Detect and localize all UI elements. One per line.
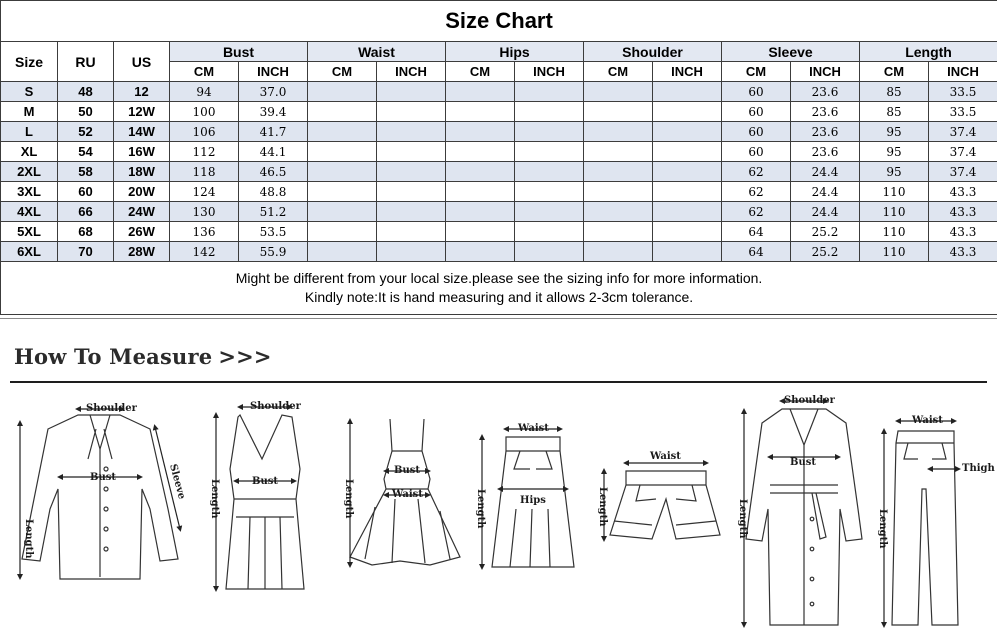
cell-hips-inch (515, 222, 584, 242)
cell-sleeve-cm: 60 (722, 142, 791, 162)
cell-bust-inch: 48.8 (239, 182, 308, 202)
cell-length-cm: 85 (860, 102, 929, 122)
cell-bust-inch: 53.5 (239, 222, 308, 242)
pants-thigh-label: Thigh (962, 463, 996, 474)
cell-bust-inch: 44.1 (239, 142, 308, 162)
cell-hips-cm (446, 102, 515, 122)
cell-length-cm: 85 (860, 82, 929, 102)
cell-us: 16W (114, 142, 170, 162)
chart-title: Size Chart (1, 1, 997, 42)
cell-us: 14W (114, 122, 170, 142)
cell-waist-cm (308, 122, 377, 142)
skirt-length-label: Length (475, 489, 486, 529)
top-illustration (216, 407, 304, 589)
dress-waist-label: Waist (391, 489, 423, 500)
cell-us: 18W (114, 162, 170, 182)
cell-waist-cm (308, 202, 377, 222)
header-waist: Waist (308, 42, 446, 62)
table-row (1, 182, 997, 202)
header-waist-inch: INCH (377, 62, 446, 82)
cell-bust-inch: 41.7 (239, 122, 308, 142)
cell-us: 26W (114, 222, 170, 242)
skirt-waist-label: Waist (517, 423, 549, 434)
cell-size: 6XL (1, 242, 58, 262)
cell-waist-cm (308, 242, 377, 262)
cell-hips-cm (446, 242, 515, 262)
cell-ru: 50 (58, 102, 114, 122)
shorts-illustration (604, 463, 720, 539)
cell-sleeve-inch: 24.4 (791, 182, 860, 202)
cell-size: 4XL (1, 202, 58, 222)
how-to-measure-title-text: How To Measure (14, 344, 212, 369)
cell-shoulder-inch (653, 82, 722, 102)
cell-sleeve-inch: 23.6 (791, 122, 860, 142)
table-row (1, 202, 997, 222)
header-hips-cm: CM (446, 62, 515, 82)
cell-size: M (1, 102, 58, 122)
cell-shoulder-inch (653, 202, 722, 222)
shorts-waist-label: Waist (649, 451, 681, 462)
header-length: Length (860, 42, 997, 62)
table-row (1, 222, 997, 242)
cell-shoulder-cm (584, 222, 653, 242)
cell-hips-inch (515, 202, 584, 222)
cell-sleeve-cm: 64 (722, 242, 791, 262)
cell-ru: 60 (58, 182, 114, 202)
cell-hips-inch (515, 242, 584, 262)
cell-ru: 52 (58, 122, 114, 142)
cell-us: 24W (114, 202, 170, 222)
cell-shoulder-cm (584, 162, 653, 182)
cell-bust-inch: 51.2 (239, 202, 308, 222)
cell-us: 12W (114, 102, 170, 122)
cell-length-inch: 37.4 (929, 142, 997, 162)
cell-bust-cm: 124 (170, 182, 239, 202)
divider (10, 381, 987, 383)
cell-hips-cm (446, 162, 515, 182)
cell-bust-cm: 118 (170, 162, 239, 182)
cell-ru: 68 (58, 222, 114, 242)
header-length-cm: CM (860, 62, 929, 82)
cell-ru: 66 (58, 202, 114, 222)
header-length-inch: INCH (929, 62, 997, 82)
blouse-illustration (20, 409, 180, 579)
cell-sleeve-cm: 64 (722, 222, 791, 242)
header-us: US (114, 42, 170, 82)
cell-sleeve-inch: 23.6 (791, 102, 860, 122)
cell-ru: 48 (58, 82, 114, 102)
cell-shoulder-inch (653, 122, 722, 142)
cell-shoulder-cm (584, 102, 653, 122)
coat-length-label: Length (737, 499, 748, 539)
garment-illustrations (0, 389, 997, 637)
pants-length-label: Length (877, 509, 888, 549)
pants-illustration (884, 421, 958, 625)
top-shoulder-label: Shoulder (250, 401, 302, 412)
cell-waist-inch (377, 162, 446, 182)
cell-waist-cm (308, 82, 377, 102)
header-shoulder-cm: CM (584, 62, 653, 82)
cell-size: S (1, 82, 58, 102)
header-bust: Bust (170, 42, 308, 62)
table-row (1, 242, 997, 262)
cell-sleeve-inch: 24.4 (791, 202, 860, 222)
cell-hips-cm (446, 122, 515, 142)
header-sleeve-inch: INCH (791, 62, 860, 82)
cell-hips-inch (515, 102, 584, 122)
cell-shoulder-inch (653, 102, 722, 122)
cell-bust-inch: 37.0 (239, 82, 308, 102)
header-sleeve-cm: CM (722, 62, 791, 82)
cell-length-inch: 43.3 (929, 222, 997, 242)
cell-length-cm: 110 (860, 222, 929, 242)
cell-length-inch: 37.4 (929, 122, 997, 142)
cell-us: 28W (114, 242, 170, 262)
cell-waist-cm (308, 182, 377, 202)
blouse-length-label: Length (23, 519, 34, 559)
cell-bust-cm: 142 (170, 242, 239, 262)
table-row (1, 162, 997, 182)
cell-hips-inch (515, 82, 584, 102)
cell-size: 5XL (1, 222, 58, 242)
cell-size: 2XL (1, 162, 58, 182)
cell-bust-cm: 106 (170, 122, 239, 142)
cell-length-inch: 33.5 (929, 82, 997, 102)
cell-bust-inch: 46.5 (239, 162, 308, 182)
cell-shoulder-inch (653, 162, 722, 182)
blouse-bust-label: Bust (90, 472, 116, 483)
size-note (1, 262, 997, 315)
cell-sleeve-inch: 23.6 (791, 82, 860, 102)
cell-hips-cm (446, 142, 515, 162)
cell-sleeve-inch: 25.2 (791, 222, 860, 242)
cell-length-cm: 95 (860, 122, 929, 142)
cell-hips-cm (446, 82, 515, 102)
cell-waist-inch (377, 222, 446, 242)
arrows-icon: >>> (218, 344, 271, 369)
coat-shoulder-label: Shoulder (784, 395, 836, 406)
cell-shoulder-cm (584, 202, 653, 222)
cell-bust-cm: 94 (170, 82, 239, 102)
note-line-2: Kindly note:It is hand measuring and it allows 2-3cm tolerance. (1, 288, 997, 307)
blouse-shoulder-label: Shoulder (86, 403, 138, 414)
cell-shoulder-cm (584, 182, 653, 202)
table-row (1, 82, 997, 102)
dress-bust-label: Bust (394, 465, 420, 476)
table-row (1, 142, 997, 162)
cell-shoulder-cm (584, 142, 653, 162)
cell-shoulder-cm (584, 122, 653, 142)
cell-shoulder-inch (653, 242, 722, 262)
how-to-measure-title (14, 344, 272, 369)
cell-shoulder-cm (584, 82, 653, 102)
cell-ru: 54 (58, 142, 114, 162)
top-length-label: Length (209, 479, 220, 519)
cell-waist-inch (377, 122, 446, 142)
how-to-measure-section (0, 318, 997, 637)
pants-waist-label: Waist (911, 415, 943, 426)
size-chart (0, 0, 997, 318)
cell-length-inch: 43.3 (929, 202, 997, 222)
header-bust-inch: INCH (239, 62, 308, 82)
cell-length-cm: 110 (860, 202, 929, 222)
cell-hips-cm (446, 182, 515, 202)
cell-length-cm: 110 (860, 242, 929, 262)
header-shoulder-inch: INCH (653, 62, 722, 82)
table-row (1, 122, 997, 142)
header-shoulder: Shoulder (584, 42, 722, 62)
skirt-hips-label: Hips (520, 495, 546, 506)
cell-hips-inch (515, 122, 584, 142)
size-table (0, 0, 997, 315)
cell-ru: 58 (58, 162, 114, 182)
cell-shoulder-inch (653, 182, 722, 202)
coat-bust-label: Bust (790, 457, 816, 468)
header-hips-inch: INCH (515, 62, 584, 82)
cell-hips-inch (515, 142, 584, 162)
cell-sleeve-inch: 23.6 (791, 142, 860, 162)
header-waist-cm: CM (308, 62, 377, 82)
top-bust-label: Bust (252, 476, 278, 487)
cell-bust-cm: 100 (170, 102, 239, 122)
cell-waist-inch (377, 102, 446, 122)
cell-size: 3XL (1, 182, 58, 202)
cell-shoulder-inch (653, 222, 722, 242)
cell-waist-cm (308, 162, 377, 182)
header-sleeve: Sleeve (722, 42, 860, 62)
cell-hips-inch (515, 182, 584, 202)
cell-length-cm: 110 (860, 182, 929, 202)
cell-bust-inch: 55.9 (239, 242, 308, 262)
cell-waist-cm (308, 102, 377, 122)
cell-waist-inch (377, 142, 446, 162)
cell-waist-cm (308, 222, 377, 242)
cell-length-inch: 37.4 (929, 162, 997, 182)
cell-length-inch: 43.3 (929, 242, 997, 262)
cell-shoulder-cm (584, 242, 653, 262)
cell-sleeve-inch: 24.4 (791, 162, 860, 182)
cell-size: L (1, 122, 58, 142)
blouse-sleeve-label: Sleeve (167, 463, 187, 501)
cell-hips-inch (515, 162, 584, 182)
cell-shoulder-inch (653, 142, 722, 162)
cell-length-inch: 33.5 (929, 102, 997, 122)
dress-length-label: Length (343, 479, 354, 519)
cell-waist-inch (377, 82, 446, 102)
cell-sleeve-cm: 62 (722, 202, 791, 222)
cell-waist-inch (377, 182, 446, 202)
header-size: Size (1, 42, 58, 82)
cell-sleeve-cm: 62 (722, 182, 791, 202)
header-ru: RU (58, 42, 114, 82)
cell-bust-cm: 130 (170, 202, 239, 222)
coat-illustration (744, 401, 862, 625)
cell-sleeve-cm: 60 (722, 82, 791, 102)
cell-sleeve-cm: 60 (722, 122, 791, 142)
cell-waist-cm (308, 142, 377, 162)
cell-sleeve-cm: 60 (722, 102, 791, 122)
cell-length-inch: 43.3 (929, 182, 997, 202)
cell-us: 20W (114, 182, 170, 202)
header-hips: Hips (446, 42, 584, 62)
cell-sleeve-inch: 25.2 (791, 242, 860, 262)
cell-hips-cm (446, 222, 515, 242)
shorts-length-label: Length (597, 487, 608, 527)
cell-ru: 70 (58, 242, 114, 262)
cell-bust-inch: 39.4 (239, 102, 308, 122)
cell-bust-cm: 112 (170, 142, 239, 162)
cell-bust-cm: 136 (170, 222, 239, 242)
cell-size: XL (1, 142, 58, 162)
cell-waist-inch (377, 242, 446, 262)
cell-waist-inch (377, 202, 446, 222)
table-row (1, 102, 997, 122)
note-line-1: Might be different from your local size.please see the sizing info for more information. (1, 269, 997, 288)
cell-hips-cm (446, 202, 515, 222)
cell-length-cm: 95 (860, 142, 929, 162)
cell-length-cm: 95 (860, 162, 929, 182)
header-bust-cm: CM (170, 62, 239, 82)
cell-sleeve-cm: 62 (722, 162, 791, 182)
cell-us: 12 (114, 82, 170, 102)
